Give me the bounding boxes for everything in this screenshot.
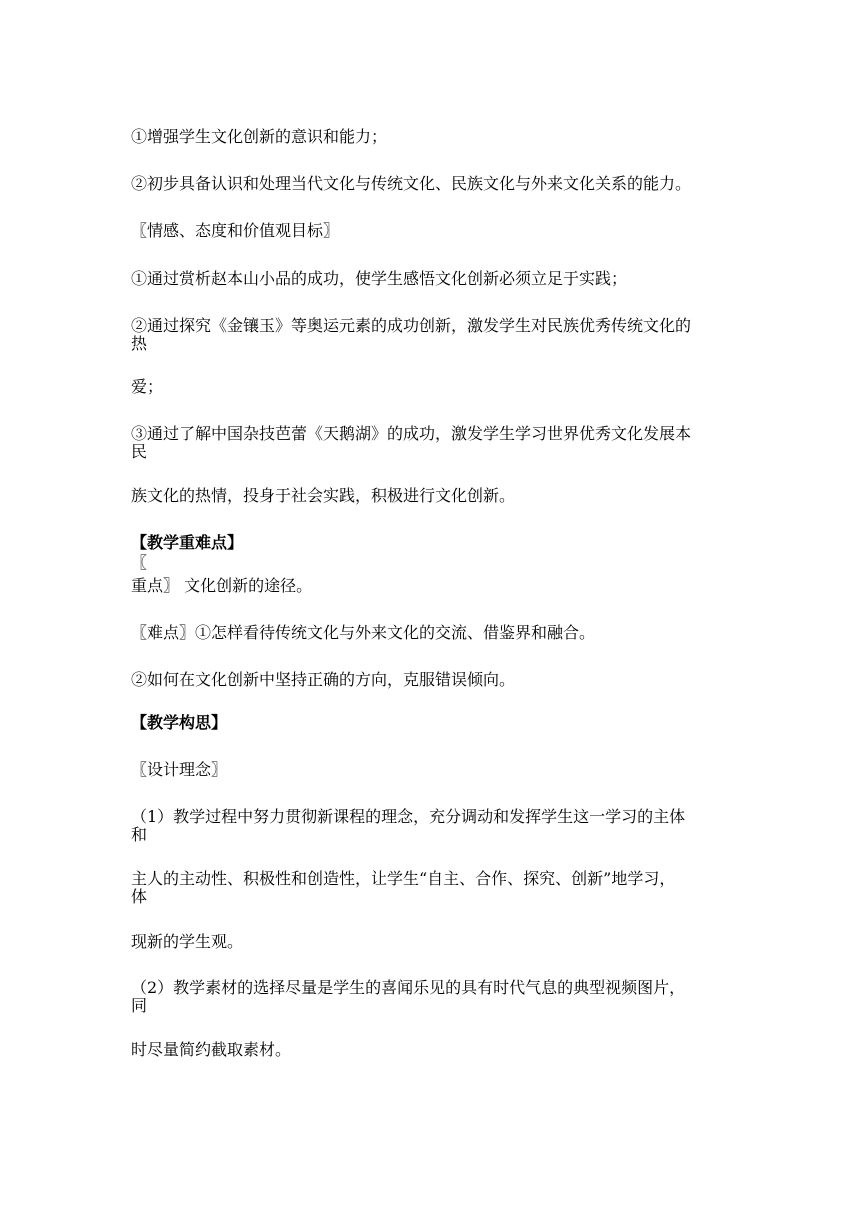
design-concept-2-wrap: 同 xyxy=(131,996,148,1015)
design-concept-2-cont: 时尽量简约截取素材。 xyxy=(131,1040,292,1059)
section-heading-key-points: 【教学重难点】 xyxy=(131,533,244,552)
emotion-goal-3: ③通过了解中国杂技芭蕾《天鹅湖》的成功，激发学生学习世界优秀文化发展本 xyxy=(131,424,692,443)
section-heading-design-concept: 〖设计理念〗 xyxy=(131,760,228,779)
difficult-point-2: ②如何在文化创新中坚持正确的方向，克服错误倾向。 xyxy=(131,670,516,689)
emotion-goal-3-cont: 族文化的热情，投身于社会实践，积极进行文化创新。 xyxy=(131,486,516,505)
emotion-goal-3-wrap: 民 xyxy=(131,442,148,461)
design-concept-1: （1）教学过程中努力贯彻新课程的理念，充分调动和发挥学生这一学习的主体 xyxy=(131,807,686,826)
design-concept-1-wrap-2: 体 xyxy=(131,887,148,906)
key-point: 重点〗 文化创新的途径。 xyxy=(131,576,313,595)
objective-item-2: ②初步具备认识和处理当代文化与传统文化、民族文化与外来文化关系的能力。 xyxy=(131,174,692,193)
design-concept-2: （2）教学素材的选择尽量是学生的喜闻乐见的具有时代气息的典型视频图片， xyxy=(131,978,686,997)
emotion-goal-2-wrap: 热 xyxy=(131,334,148,353)
key-point-bracket: 〖 xyxy=(131,553,148,572)
design-concept-1-wrap: 和 xyxy=(131,825,148,844)
section-heading-teaching-design: 【教学构思】 xyxy=(131,713,228,732)
emotion-goal-2-cont: 爱； xyxy=(131,377,164,396)
emotion-goal-2: ②通过探究《金镶玉》等奥运元素的成功创新，激发学生对民族优秀传统文化的 xyxy=(131,316,692,335)
objective-item-1: ①增强学生文化创新的意识和能力； xyxy=(131,127,388,146)
difficult-point-1: 〖难点〗①怎样看待传统文化与外来文化的交流、借鉴界和融合。 xyxy=(131,623,596,642)
design-concept-1-cont: 主人的主动性、积极性和创造性，让学生“自主、合作、探究、创新”地学习， xyxy=(131,869,676,888)
design-concept-1-cont-2: 现新的学生观。 xyxy=(131,932,244,951)
section-heading-emotion-goals: 〖情感、态度和价值观目标〗 xyxy=(131,221,340,240)
emotion-goal-1: ①通过赏析赵本山小品的成功，使学生感悟文化创新必须立足于实践； xyxy=(131,269,628,288)
